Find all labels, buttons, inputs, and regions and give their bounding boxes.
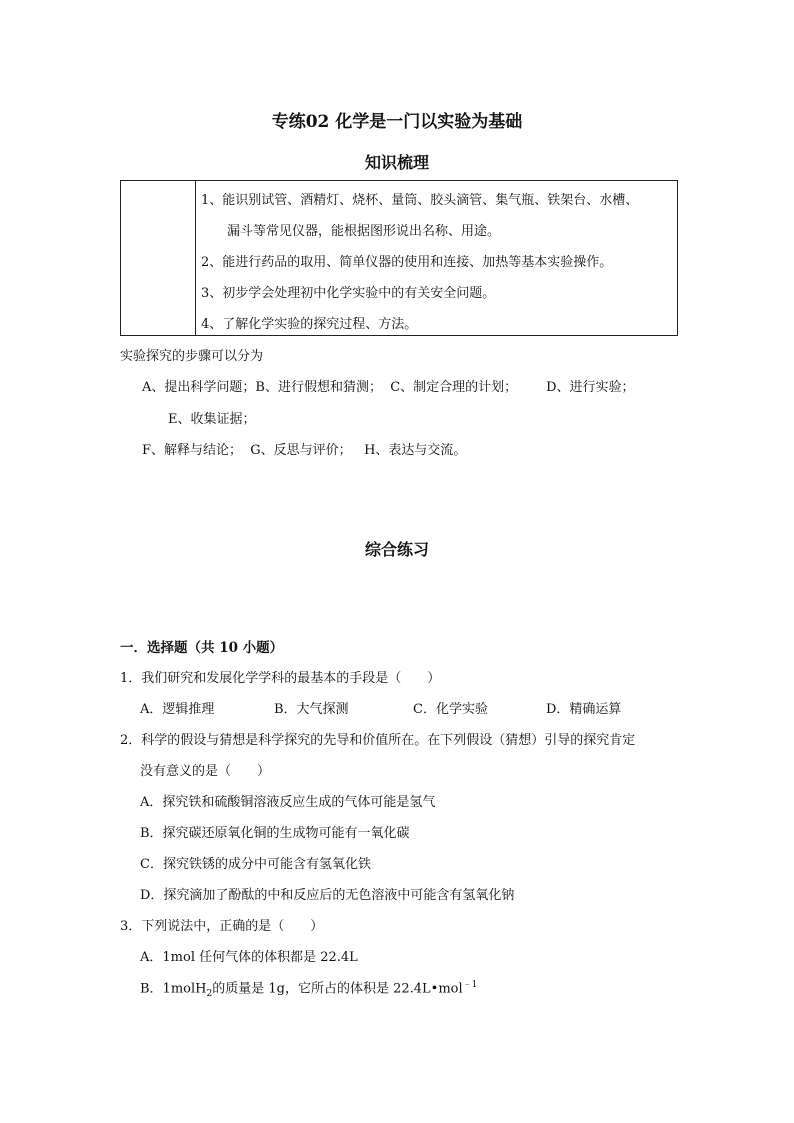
knowledge-heading: 知识梳理 [364,153,429,172]
subscript-2: 2 [206,988,213,999]
superscript-minus-1: ﹣1 [462,980,478,990]
q2-option-b: B．探究碳还原氧化铜的生成物可能有一氧化碳 [140,826,410,841]
steps-line: E、收集证据； [168,412,256,427]
objective-line: 漏斗等常见仪器，能根据图形说出名称、用途。 [227,224,501,239]
steps-line: A、提出科学问题；B、进行假想和猜测； C、制定合理的计划； D、进行实验； [142,380,635,395]
steps-intro: 实验探究的步骤可以分为 [120,349,264,364]
q2-option-d: D．探究滴加了酚酞的中和反应后的无色溶液中可能含有氢氧化钠 [140,888,515,903]
q1-option-b: B．大气探测 [274,702,349,717]
objective-line: 2、能进行药品的取用、简单仪器的使用和连接、加热等基本实验操作。 [201,255,613,270]
objectives-table [120,180,678,336]
objective-line: 1、能识别试管、酒精灯、烧杯、量筒、胶头滴管、集气瓶、铁架台、水槽、 [201,193,639,208]
steps-line: F、解释与结论； G、反思与评价； H、表达与交流。 [142,443,467,458]
table-divider [195,181,196,335]
q3-option-b [140,977,477,999]
q3-option-b-mid: 的质量是 1g，它所占的体积是 22.4L•mol [212,981,463,997]
objective-line: 3、初步学会处理初中化学实验中的有关安全问题。 [201,286,496,301]
objective-line: 4、了解化学实验的探究过程、方法。 [201,317,418,332]
q2-option-a: A．探究铁和硫酸铜溶液反应生成的气体可能是氢气 [140,795,436,810]
q3-option-a: A．1mol 任何气体的体积都是 22.4L [140,950,358,965]
q1-option-a: A．逻辑推理 [140,702,215,717]
q1-option-d: D．精确运算 [546,702,622,717]
question-2-stem-cont: 没有意义的是（ ） [140,764,271,779]
section-title: 一．选择题（共 10 小题） [120,640,284,656]
q1-option-c: C．化学实验 [413,702,488,717]
q3-option-b-prefix: B．1molH [140,981,207,997]
practice-heading: 综合练习 [364,540,429,559]
question-2-stem: 2．科学的假设与猜想是科学探究的先导和价值所在。在下列假设（猜想）引导的探究肯定 [120,733,636,748]
question-3-stem: 3．下列说法中，正确的是（ ） [120,919,324,934]
question-1-stem: 1．我们研究和发展化学学科的最基本的手段是（ ） [120,671,441,686]
page-title: 专练02 化学是一门以实验为基础 [271,112,523,132]
q2-option-c: C．探究铁锈的成分中可能含有氢氧化铁 [140,857,371,872]
